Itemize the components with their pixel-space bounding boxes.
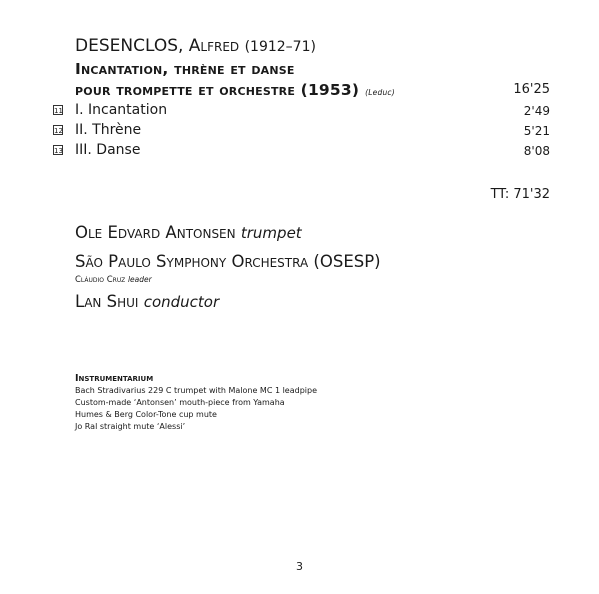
work-title-text: pour trompette et orchestre (1953)	[75, 81, 360, 99]
composer-name: DESENCLOS, Alfred	[75, 36, 240, 56]
page-number: 3	[296, 560, 303, 573]
instrument-line: Humes & Berg Color-Tone cup mute	[75, 410, 217, 419]
track-duration: 5'21	[523, 124, 550, 138]
conductor-name: Lan Shui	[75, 292, 139, 311]
track-title: III. Danse	[75, 142, 141, 158]
track-duration: 8'08	[523, 144, 550, 158]
total-time: TT: 71'32	[490, 187, 550, 202]
soloist-credit	[75, 223, 302, 242]
leader-name: Cláudio Cruz	[75, 275, 126, 285]
track-number-box: 13	[54, 147, 63, 155]
leader-credit	[75, 275, 152, 285]
work-duration: 16'25	[513, 82, 550, 97]
conductor-credit	[75, 292, 219, 311]
track-row	[53, 142, 550, 160]
instrument-line: Jo Ral straight mute ‘Alessi’	[75, 422, 186, 431]
leader-role: leader	[127, 275, 152, 284]
work-title-line-2	[75, 81, 395, 99]
track-number-box: 11	[54, 107, 63, 115]
publisher: (Leduc)	[365, 88, 395, 97]
track-title: I. Incantation	[75, 102, 168, 118]
work-title-line-1: Incantation, thrène et danse	[75, 60, 295, 78]
instrument-line: Custom-made ‘Antonsen’ mouth-piece from Yamaha	[75, 398, 285, 407]
track-duration: 2'49	[523, 104, 550, 118]
conductor-role: conductor	[143, 293, 220, 311]
instrumentarium-heading: Instrumentarium	[75, 373, 154, 384]
composer-heading	[75, 36, 316, 56]
composer-years: (1912–71)	[244, 39, 316, 55]
instrument-line: Bach Stradivarius 229 C trumpet with Malone MC 1 leadpipe	[75, 386, 318, 395]
orchestra-credit: São Paulo Symphony Orchestra (OSESP)	[75, 252, 381, 271]
track-title: II. Thrène	[75, 122, 142, 138]
track-row	[53, 122, 550, 140]
soloist-role: trumpet	[240, 224, 302, 242]
track-number-box: 12	[54, 127, 63, 135]
soloist-name: Ole Edvard Antonsen	[75, 223, 236, 242]
track-row	[53, 102, 550, 120]
